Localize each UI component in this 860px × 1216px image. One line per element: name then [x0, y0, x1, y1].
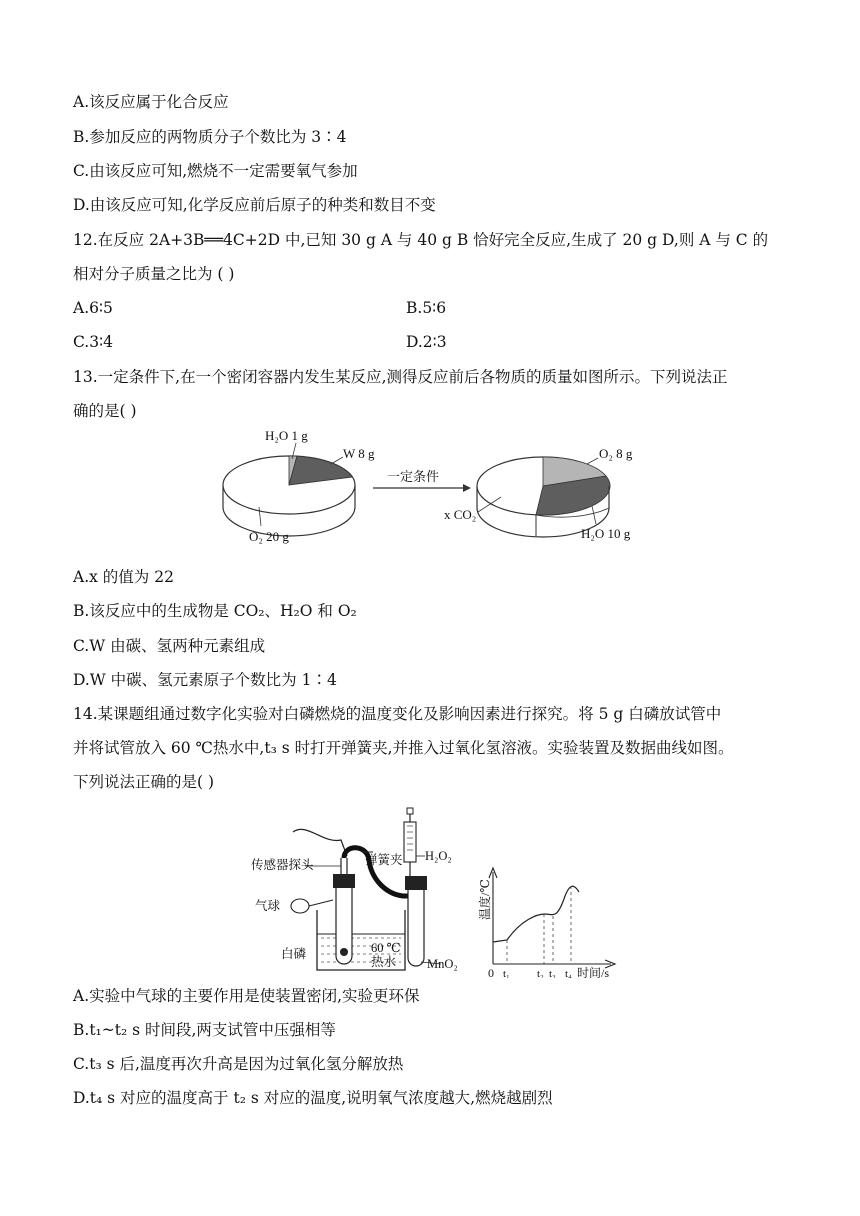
- syringe: [404, 808, 425, 876]
- graph-x-label: 时间/s: [577, 966, 610, 978]
- left-label-w: W 8 g: [343, 446, 375, 461]
- q13-stem-line2: 确的是( ): [73, 402, 137, 420]
- q13-option-d: D.W 中碳、氢元素原子个数比为 1∶4: [73, 671, 337, 689]
- q14-apparatus-figure: [245, 796, 625, 978]
- q14-stem-line1: 14.某课题组通过数字化实验对白磷燃烧的温度变化及影响因素进行探究。将 5 g 白磷放试管中: [73, 705, 722, 723]
- q14-option-a: A.实验中气球的主要作用是使装置密闭,实验更环保: [73, 987, 420, 1005]
- tick-t3: t₃: [549, 968, 556, 978]
- arrow-label: 一定条件: [387, 469, 440, 484]
- q14-stem-line3: 下列说法正确的是( ): [73, 773, 215, 791]
- label-sensor-probe: 传感器探头: [251, 858, 314, 872]
- label-h2o2: H₂O₂: [425, 849, 452, 863]
- q13-pie-figure: [215, 428, 655, 558]
- q11-option-c: C.由该反应可知,燃烧不一定需要氧气参加: [73, 162, 358, 180]
- q12-stem-line2: 相对分子质量之比为 ( ): [73, 265, 235, 283]
- right-label-o2: O₂ 8 g: [599, 446, 633, 461]
- q13-option-c: C.W 由碳、氢两种元素组成: [73, 637, 266, 655]
- label-hot-water: 热水: [371, 955, 397, 969]
- temperature-graph: [489, 868, 615, 968]
- label-temperature: 60 ℃: [371, 941, 401, 955]
- q11-option-d: D.由该反应可知,化学反应前后原子的种类和数目不变: [73, 196, 436, 214]
- q12-stem-line1: 12.在反应 2A+3B══4C+2D 中,已知 30 g A 与 40 g B 恰好完全反应,生成了 20 g D,则 A 与 C 的: [73, 231, 769, 249]
- right-label-co2: x CO₂: [444, 507, 477, 522]
- label-spring-clamp: 弹簧夹: [365, 853, 403, 867]
- q11-option-a: A.该反应属于化合反应: [73, 93, 229, 111]
- temperature-curve: [493, 886, 579, 942]
- q14-option-c: C.t₃ s 后,温度再次升高是因为过氧化氢分解放热: [73, 1055, 404, 1073]
- q12-option-b: B.5∶6: [406, 299, 447, 317]
- q13-stem-line1: 13.一定条件下,在一个密闭容器内发生某反应,测得反应前后各物质的质量如图所示。下列说法正: [73, 368, 728, 386]
- q12-option-d: D.2∶3: [406, 333, 447, 351]
- right-label-h2o: H₂O 10 g: [581, 526, 631, 541]
- q14-option-b: B.t₁~t₂ s 时间段,两支试管中压强相等: [73, 1021, 336, 1039]
- q14-stem-line2: 并将试管放入 60 ℃热水中,t₃ s 时打开弹簧夹,并推入过氧化氢溶液。实验装置及数据曲线如图。: [73, 739, 734, 757]
- label-balloon: 气球: [255, 899, 281, 913]
- q12-option-a: A.6∶5: [73, 299, 113, 317]
- tick-t4: t₄: [565, 968, 572, 978]
- white-phosphorus: [340, 948, 348, 956]
- q12-option-c: C.3∶4: [73, 333, 113, 351]
- q11-option-b: B.参加反应的两物质分子个数比为 3∶4: [73, 128, 347, 146]
- balloon: [291, 899, 333, 913]
- left-label-o2: O₂ 20 g: [249, 529, 289, 544]
- reaction-arrow: [373, 484, 471, 492]
- label-white-phosphorus: 白磷: [281, 947, 307, 961]
- right-pie: [477, 457, 610, 537]
- label-mno2: MnO₂: [427, 957, 458, 971]
- left-test-tube: [333, 858, 355, 964]
- q13-option-a: A.x 的值为 22: [73, 568, 174, 586]
- q14-option-d: D.t₄ s 对应的温度高于 t₂ s 对应的温度,说明氧气浓度越大,燃烧越剧烈: [73, 1089, 553, 1107]
- right-test-tube: [405, 876, 441, 966]
- tick-t1: t₁: [503, 968, 510, 978]
- left-pie: [223, 443, 355, 536]
- graph-y-label: 温度/℃: [478, 879, 492, 920]
- left-label-h2o: H₂O 1 g: [265, 428, 308, 443]
- graph-origin: 0: [488, 966, 494, 978]
- q13-option-b: B.该反应中的生成物是 CO₂、H₂O 和 O₂: [73, 602, 357, 620]
- tick-t2: t₂: [537, 968, 544, 978]
